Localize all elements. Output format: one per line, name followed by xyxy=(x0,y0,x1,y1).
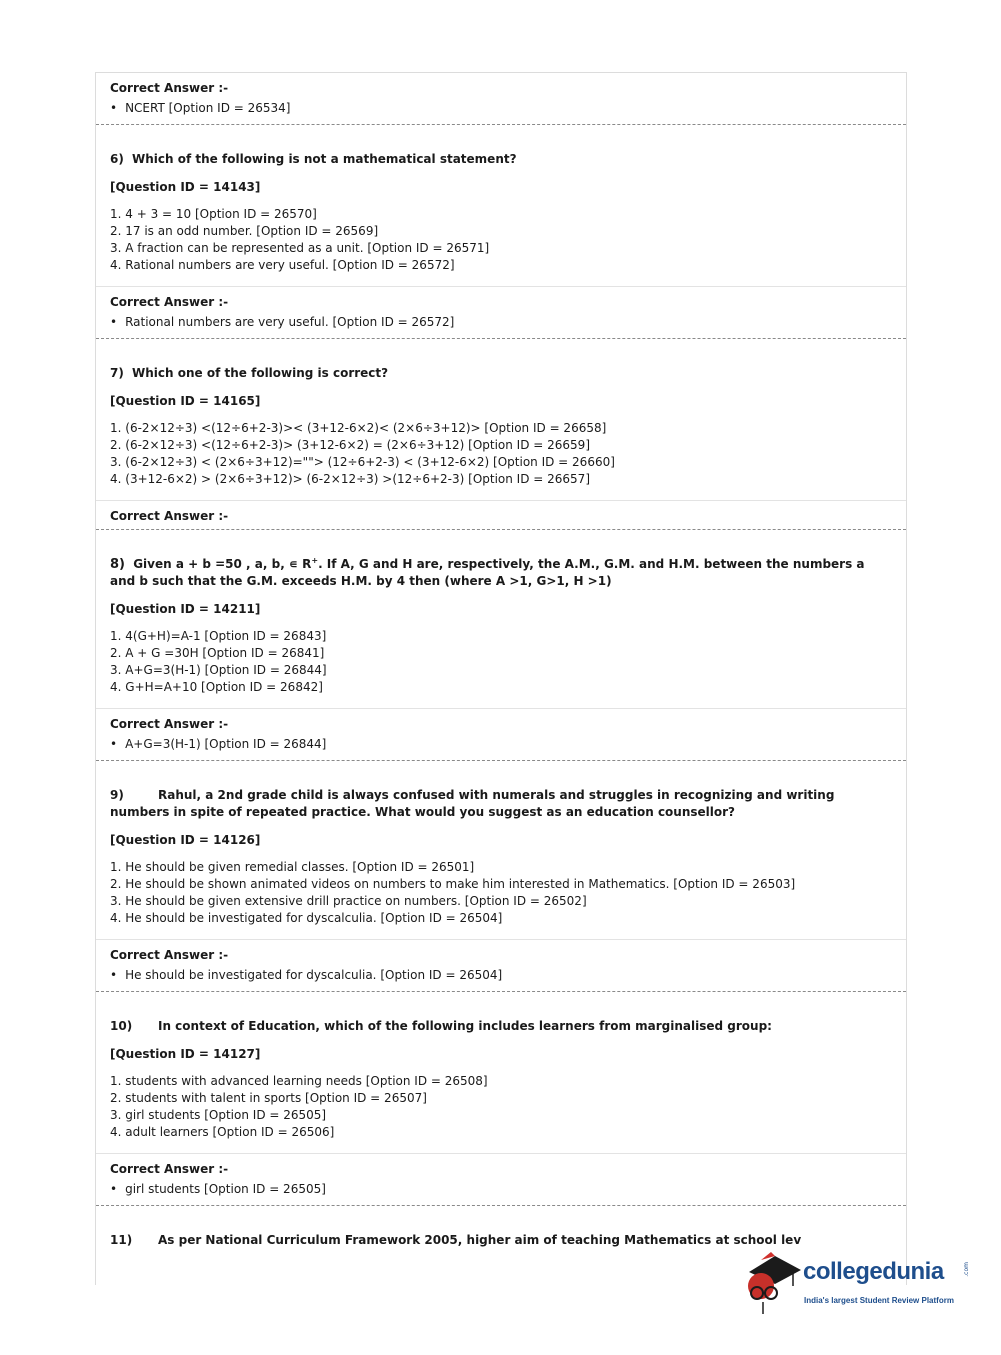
option-item: 3. He should be given extensive drill practice on numbers. [Option ID = 26502] xyxy=(110,894,587,908)
correct-answer-value: • He should be investigated for dyscalculia. [Option ID = 26504] xyxy=(110,968,892,982)
question-id: [Question ID = 14126] xyxy=(110,833,261,847)
question-paper-sheet xyxy=(95,72,907,1285)
option-item: 4. G+H=A+10 [Option ID = 26842] xyxy=(110,680,323,694)
question-id: [Question ID = 14165] xyxy=(110,394,261,408)
option-item: 1. 4(G+H)=A-1 [Option ID = 26843] xyxy=(110,629,327,643)
options-list xyxy=(110,420,892,488)
option-item: 2. (6-2×12÷3) <(12÷6+2-3)> (3+12-6×2) = (2×6÷3+12) [Option ID = 26659] xyxy=(110,438,590,452)
correct-answer-label: Correct Answer :- xyxy=(110,948,229,962)
options-list xyxy=(110,628,892,696)
correct-answer-value: • NCERT [Option ID = 26534] xyxy=(110,101,892,115)
question-8 xyxy=(96,530,906,708)
correct-answer-label: Correct Answer :- xyxy=(110,81,229,95)
option-item: 2. 17 is an odd number. [Option ID = 26569] xyxy=(110,224,379,238)
options-list xyxy=(110,206,892,274)
question-text: Given a + b =50 , a, b, ∊ R xyxy=(133,557,312,571)
question-9 xyxy=(96,761,906,939)
option-item: 2. He should be shown animated videos on numbers to make him interested in Mathematics. [Option ID = 26503] xyxy=(110,877,796,891)
question-number: 7) xyxy=(110,366,124,380)
option-item: 1. 4 + 3 = 10 [Option ID = 26570] xyxy=(110,207,317,221)
question-number: 11) xyxy=(110,1233,133,1247)
correct-answer-value: • A+G=3(H-1) [Option ID = 26844] xyxy=(110,737,892,751)
brand-tagline: India's largest Student Review Platform xyxy=(804,1296,954,1305)
option-item: 4. (3+12-6×2) > (2×6÷3+12)> (6-2×12÷3) >(12÷6+2-3) [Option ID = 26657] xyxy=(110,472,590,486)
option-item: 4. He should be investigated for dyscalculia. [Option ID = 26504] xyxy=(110,911,503,925)
question-number: 6) xyxy=(110,152,124,166)
question-text: Which of the following is not a mathematical statement? xyxy=(132,152,517,166)
correct-answer-label: Correct Answer :- xyxy=(110,717,229,731)
question-number: 8) xyxy=(110,557,125,572)
option-item: 3. girl students [Option ID = 26505] xyxy=(110,1108,327,1122)
question-text: As per National Curriculum Framework 2005, higher aim of teaching Mathematics at school lev xyxy=(158,1233,802,1247)
question-6 xyxy=(96,125,906,286)
answer-block-q6 xyxy=(96,287,906,338)
option-item: 3. A fraction can be represented as a unit. [Option ID = 26571] xyxy=(110,241,490,255)
question-id: [Question ID = 14211] xyxy=(110,602,261,616)
collegedunia-logo xyxy=(741,1250,971,1320)
option-item: 1. He should be given remedial classes. [Option ID = 26501] xyxy=(110,860,475,874)
correct-answer-value: • Rational numbers are very useful. [Option ID = 26572] xyxy=(110,315,892,329)
brand-name: collegedunia xyxy=(803,1258,944,1285)
correct-answer-label: Correct Answer :- xyxy=(110,1162,229,1176)
question-text: Which one of the following is correct? xyxy=(132,366,389,380)
mascot-icon xyxy=(741,1250,805,1320)
options-list xyxy=(110,859,892,927)
question-number: 9) xyxy=(110,788,124,802)
option-item: 2. A + G =30H [Option ID = 26841] xyxy=(110,646,325,660)
option-item: 3. A+G=3(H-1) [Option ID = 26844] xyxy=(110,663,327,677)
option-item: 1. (6-2×12÷3) <(12÷6+2-3)>< (3+12-6×2)< (2×6÷3+12)> [Option ID = 26658] xyxy=(110,421,607,435)
answer-block-q7 xyxy=(96,501,906,529)
question-id: [Question ID = 14127] xyxy=(110,1047,261,1061)
question-text: Rahul, a 2nd grade child is always confused with numerals and struggles in recognizing and writing numbers in spite of repeated practice. What would you suggest as an education counsellor? xyxy=(110,788,835,819)
correct-answer-label: Correct Answer :- xyxy=(110,509,229,523)
options-list xyxy=(110,1073,892,1141)
answer-block-q10 xyxy=(96,1154,906,1205)
option-item: 3. (6-2×12÷3) < (2×6÷3+12)=""> (12÷6+2-3) < (3+12-6×2) [Option ID = 26660] xyxy=(110,455,615,469)
question-number: 10) xyxy=(110,1019,133,1033)
superscript-plus: + xyxy=(311,556,319,565)
correct-answer-value: • girl students [Option ID = 26505] xyxy=(110,1182,892,1196)
question-text-continued: . If A, G and H are, respectively, the A.M., G.M. and H.M. between the numbers a and b such that the G.M. exceeds H.M. by 4 then (where A >1, G>1, H >1) xyxy=(110,557,865,588)
answer-block-q9 xyxy=(96,940,906,991)
answer-block-q8 xyxy=(96,709,906,760)
question-7 xyxy=(96,339,906,500)
option-item: 1. students with advanced learning needs [Option ID = 26508] xyxy=(110,1074,488,1088)
brand-suffix: .com xyxy=(963,1262,970,1277)
question-id: [Question ID = 14143] xyxy=(110,180,261,194)
option-item: 2. students with talent in sports [Option ID = 26507] xyxy=(110,1091,427,1105)
option-item: 4. adult learners [Option ID = 26506] xyxy=(110,1125,335,1139)
option-item: 4. Rational numbers are very useful. [Option ID = 26572] xyxy=(110,258,455,272)
answer-block-q5 xyxy=(96,73,906,124)
question-text: In context of Education, which of the following includes learners from marginalised group: xyxy=(158,1019,772,1033)
question-10 xyxy=(96,992,906,1153)
correct-answer-label: Correct Answer :- xyxy=(110,295,229,309)
